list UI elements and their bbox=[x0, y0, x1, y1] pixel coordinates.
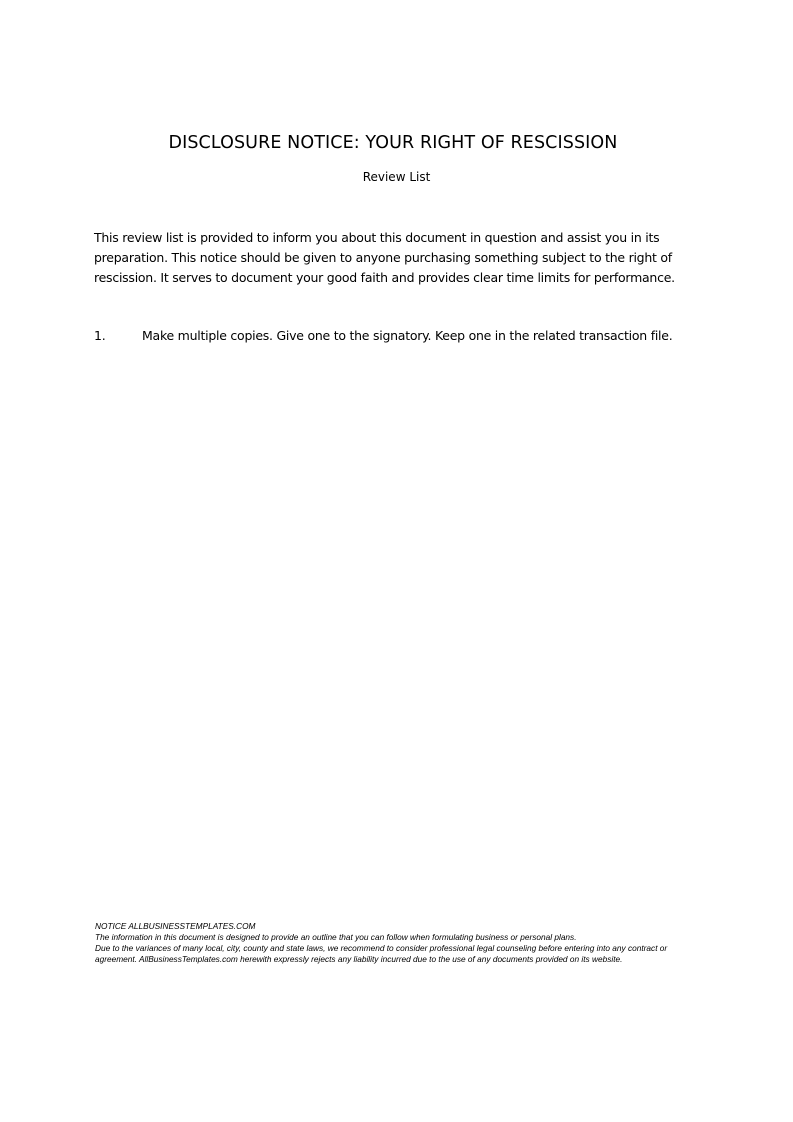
footer-heading: NOTICE ALLBUSINESSTEMPLATES.COM bbox=[95, 921, 256, 931]
footer-line-1: The information in this document is designed to provide an outline that you can follow when formulating business or personal plans. bbox=[95, 932, 577, 942]
page-subtitle: Review List bbox=[362, 170, 431, 184]
list-item bbox=[94, 327, 714, 345]
list-item-text: Make multiple copies. Give one to the signatory. Keep one in the related transaction file. bbox=[142, 328, 673, 343]
list-item-number: 1. bbox=[94, 328, 106, 343]
page-title: DISCLOSURE NOTICE: YOUR RIGHT OF RESCISSION bbox=[168, 133, 618, 153]
footer-line-2: Due to the variances of many local, city, county and state laws, we recommend to consider professional legal counseling before entering into any contract or agreement. AllBusinessTemplates.com herewith expressly rejects any liability incurred due to the use of any documents provided on its website. bbox=[95, 943, 668, 964]
intro-paragraph: This review list is provided to inform you about this document in question and assist you in its preparation. This notice should be given to anyone purchasing something subject to the right of rescission. It serves to document your good faith and provides clear time limits for performance. bbox=[94, 230, 675, 285]
footer-disclaimer bbox=[95, 921, 705, 965]
